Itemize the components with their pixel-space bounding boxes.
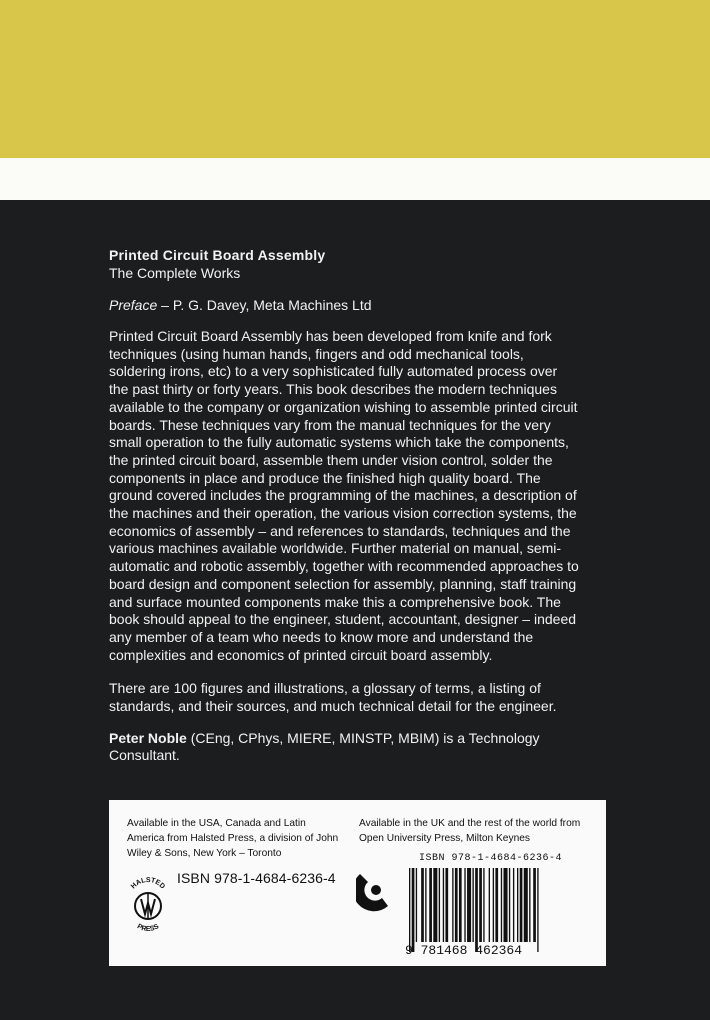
- barcode-bar: [524, 868, 528, 942]
- white-strip: [0, 158, 710, 200]
- barcode-bar: [537, 868, 538, 952]
- preface-line: [109, 296, 579, 314]
- svg-text:HALSTED: [130, 877, 166, 890]
- barcode-bar: [433, 868, 437, 942]
- barcode-bar: [493, 868, 494, 942]
- logo-text-bottom: PRESS: [135, 923, 161, 934]
- figures-note: There are 100 figures and illustrations, a glossary of terms, a listing of standards, and their sources, and much technical detail for the engineer.: [109, 680, 557, 715]
- author-note: [109, 730, 579, 765]
- author-name: Peter Noble: [109, 729, 187, 746]
- barcode-bar: [472, 868, 473, 942]
- logo-text-top: HALSTED: [129, 876, 167, 891]
- halsted-press-logo-icon: [123, 870, 173, 940]
- barcode-bar: [412, 868, 415, 952]
- isbn-label: ISBN 978-1-4684-6236-4: [177, 870, 336, 886]
- availability-box: [109, 800, 606, 966]
- open-university-logo-icon: [356, 868, 396, 916]
- barcode-bar: [416, 868, 417, 942]
- preface-label: Preface: [109, 297, 158, 313]
- svg-text:PRESS: [136, 923, 161, 933]
- barcode-bar: [483, 868, 484, 942]
- barcode-bar: [501, 868, 502, 942]
- barcode-bar: [409, 868, 410, 952]
- barcode-digits: 9 781468 462364: [405, 943, 523, 958]
- barcode-bar: [517, 868, 518, 942]
- barcode-bar: [533, 868, 536, 942]
- barcode-bar: [475, 868, 478, 952]
- preface-author: – P. G. Davey, Meta Machines Ltd: [157, 297, 372, 313]
- barcode-bar: [495, 868, 498, 942]
- barcode-bar: [520, 868, 523, 942]
- barcode-bar: [489, 868, 490, 942]
- barcode-bar: [513, 868, 514, 942]
- barcode-bar: [425, 868, 426, 942]
- barcode-bar: [443, 868, 444, 942]
- barcode-bar: [529, 868, 530, 942]
- barcode-bar: [504, 868, 508, 942]
- barcode-bar: [455, 868, 458, 942]
- usa-availability: Available in the USA, Canada and Latin America from Halsted Press, a division of John Wiley & Sons, New York – Toronto: [127, 818, 339, 859]
- barcode-bar: [445, 868, 448, 942]
- uk-availability: Available in the UK and the rest of the world from Open University Press, Milton Keynes: [359, 818, 581, 844]
- book-title: Printed Circuit Board Assembly: [109, 247, 326, 263]
- back-cover-text: [109, 246, 579, 765]
- barcode-isbn: ISBN 978-1-4684-6236-4: [419, 853, 563, 864]
- barcode-bar: [459, 868, 462, 942]
- barcode-bar: [464, 868, 465, 942]
- barcode-bar: [429, 868, 432, 942]
- book-description: Printed Circuit Board Assembly has been developed from knife and fork techniques (using human hands, fingers and odd mechanical tools, soldering irons, etc) to a very sophisticated fully automated process over the past thirty or forty years. This book describes the modern techniques available to the company or organization wishing to assemble printed circuit boards. These techniques vary from the manual techniques for the very small operation to the fully automatic systems which take the components, the printed circuit board, assemble them under vision control, solder the components in place and produce the finished high quality board. The ground covered includes the programming of the machines, a description of the machines and their operation, the various vision correction systems, the economics of assembly – and references to standards, techniques and the various machines available worldwide. Further material on manual, semi-automatic and robotic assembly, together with recommended approaches to board design and component selection for assembly, planning, staff training and surface mounted components make this a comprehensive book. The book should appeal to the engineer, student, accountant, designer – indeed any member of a team who needs to know more and understand the complexities and economics of printed circuit board assembly.: [109, 328, 579, 663]
- barcode-bar: [439, 868, 440, 942]
- barcode-bar: [421, 868, 424, 942]
- book-subtitle: The Complete Works: [109, 265, 241, 281]
- barcode-bar: [509, 868, 510, 942]
- barcode-bar: [479, 868, 482, 942]
- barcode-bar: [452, 868, 453, 942]
- barcode-icon: [405, 868, 595, 952]
- author-bio: (CEng, CPhys, MIERE, MINSTP, MBIM) is a Technology Consultant.: [109, 729, 540, 764]
- barcode-bar: [467, 868, 471, 942]
- top-color-band: [0, 0, 710, 158]
